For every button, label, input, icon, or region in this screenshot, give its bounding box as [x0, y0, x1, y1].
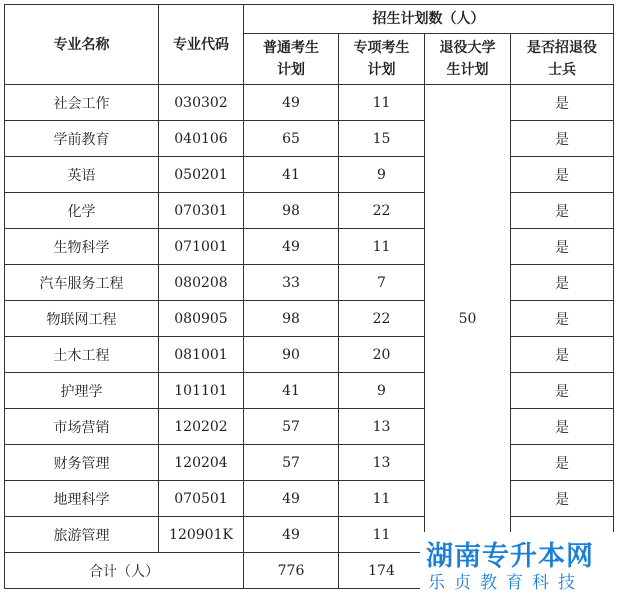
special-plan-cell: 9	[339, 157, 425, 193]
header-general-plan: 普通考生 计划	[244, 34, 339, 85]
special-plan-cell: 11	[339, 481, 425, 517]
major-name-cell: 汽车服务工程	[5, 265, 159, 301]
site-watermark	[420, 532, 618, 594]
major-name-cell: 财务管理	[5, 445, 159, 481]
special-plan-cell: 13	[339, 409, 425, 445]
major-code-cell: 080905	[159, 301, 244, 337]
header-special-plan: 专项考生 计划	[339, 34, 425, 85]
recruit-veteran-cell: 是	[511, 445, 614, 481]
recruit-veteran-cell: 是	[511, 301, 614, 337]
special-plan-cell: 22	[339, 301, 425, 337]
veteran-plan-cell: 50	[425, 85, 511, 553]
enrollment-plan-table	[4, 4, 614, 589]
general-plan-cell: 41	[244, 157, 339, 193]
major-code-cell: 070301	[159, 193, 244, 229]
special-plan-cell: 11	[339, 85, 425, 121]
table-row	[5, 193, 614, 229]
special-plan-cell: 20	[339, 337, 425, 373]
total-general: 776	[244, 553, 339, 589]
general-plan-cell: 65	[244, 121, 339, 157]
header-major-code: 专业代码	[159, 5, 244, 85]
table-row	[5, 337, 614, 373]
special-plan-cell: 7	[339, 265, 425, 301]
total-label: 合计（人）	[5, 553, 244, 589]
general-plan-cell: 90	[244, 337, 339, 373]
general-plan-cell: 98	[244, 301, 339, 337]
special-plan-cell: 22	[339, 193, 425, 229]
recruit-veteran-cell: 是	[511, 265, 614, 301]
recruit-veteran-cell: 是	[511, 373, 614, 409]
major-name-cell: 土木工程	[5, 337, 159, 373]
major-code-cell: 050201	[159, 157, 244, 193]
major-code-cell: 081001	[159, 337, 244, 373]
table-row	[5, 301, 614, 337]
major-name-cell: 市场营销	[5, 409, 159, 445]
table-row	[5, 481, 614, 517]
special-plan-cell: 9	[339, 373, 425, 409]
general-plan-cell: 49	[244, 481, 339, 517]
recruit-veteran-cell: 是	[511, 157, 614, 193]
recruit-veteran-cell: 是	[511, 409, 614, 445]
major-code-cell: 120202	[159, 409, 244, 445]
watermark-subtitle: 乐贞教育科技	[428, 573, 584, 593]
special-plan-cell: 11	[339, 517, 425, 553]
major-name-cell: 社会工作	[5, 85, 159, 121]
table-row	[5, 265, 614, 301]
header-plan-group: 招生计划数（人）	[244, 5, 614, 34]
header-veteran-plan: 退役大学 生计划	[425, 34, 511, 85]
major-name-cell: 化学	[5, 193, 159, 229]
table-row	[5, 409, 614, 445]
major-code-cell: 070501	[159, 481, 244, 517]
watermark-title: 湖南专升本网	[426, 541, 594, 572]
recruit-veteran-cell: 是	[511, 193, 614, 229]
major-name-cell: 学前教育	[5, 121, 159, 157]
general-plan-cell: 41	[244, 373, 339, 409]
general-plan-cell: 98	[244, 193, 339, 229]
general-plan-cell: 57	[244, 445, 339, 481]
total-special: 174	[339, 553, 425, 589]
general-plan-cell: 49	[244, 229, 339, 265]
recruit-veteran-cell: 是	[511, 337, 614, 373]
major-code-cell: 040106	[159, 121, 244, 157]
table-body	[5, 85, 614, 553]
table-row	[5, 85, 614, 121]
table-row	[5, 121, 614, 157]
header-recruit-veteran: 是否招退役 士兵	[511, 34, 614, 85]
header-major-name: 专业名称	[5, 5, 159, 85]
general-plan-cell: 33	[244, 265, 339, 301]
major-code-cell: 120901K	[159, 517, 244, 553]
general-plan-cell: 57	[244, 409, 339, 445]
recruit-veteran-cell: 是	[511, 121, 614, 157]
major-code-cell: 101101	[159, 373, 244, 409]
special-plan-cell: 13	[339, 445, 425, 481]
major-code-cell: 080208	[159, 265, 244, 301]
recruit-veteran-cell: 是	[511, 481, 614, 517]
table-row	[5, 157, 614, 193]
major-code-cell: 120204	[159, 445, 244, 481]
recruit-veteran-cell: 是	[511, 85, 614, 121]
general-plan-cell: 49	[244, 517, 339, 553]
table-row	[5, 445, 614, 481]
major-name-cell: 英语	[5, 157, 159, 193]
table-row	[5, 373, 614, 409]
major-name-cell: 旅游管理	[5, 517, 159, 553]
major-name-cell: 地理科学	[5, 481, 159, 517]
special-plan-cell: 15	[339, 121, 425, 157]
major-code-cell: 071001	[159, 229, 244, 265]
major-code-cell: 030302	[159, 85, 244, 121]
table-row	[5, 229, 614, 265]
major-name-cell: 物联网工程	[5, 301, 159, 337]
general-plan-cell: 49	[244, 85, 339, 121]
major-name-cell: 生物科学	[5, 229, 159, 265]
major-name-cell: 护理学	[5, 373, 159, 409]
recruit-veteran-cell: 是	[511, 229, 614, 265]
special-plan-cell: 11	[339, 229, 425, 265]
